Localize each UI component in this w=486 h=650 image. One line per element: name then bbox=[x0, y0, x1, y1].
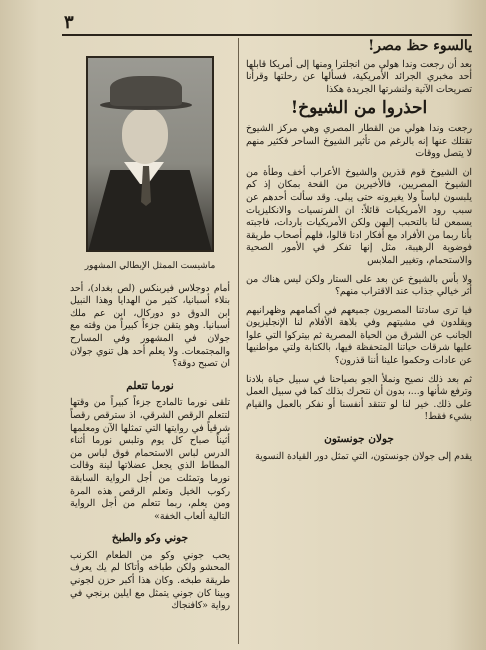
column-divider bbox=[238, 38, 239, 644]
article-headline: يالسوء حظ مصر! bbox=[368, 38, 472, 54]
right-column bbox=[246, 40, 472, 469]
left-intro-paragraph: أمام دوجلاس فيربنكس (لص بغداد)، أحد بنلاء أسبانيا، كثير من الهدايا وهذا النبيل ابن الدوق دو دوركال، ابن عم ملك أسبانيا. وهو يتقن جزءاً كبيراً من وقته مع جولان في المشهور وفي المسارح والمجتمعات. ولا يعلم أحد هل تنوي جولان ان تصبح دوقة؟ bbox=[70, 282, 230, 370]
photo-caption: ماشيست الممثل الإيطالي المشهور bbox=[84, 261, 216, 271]
section-heading-norma: نورما تتعلم bbox=[126, 379, 174, 392]
article-paragraph: ثم بعد ذلك نصيح ونملأ الجو بصياحنا في سبيل حياة بلادنا وترفع شأنها و...، بدون أن نتحرك بذلك كما في سبيل العمل على ذلك. خير لنا لو تنتقد أنفسنا أو نفكر بالعمل والقيام بشيء فقط! bbox=[246, 373, 472, 423]
main-headline: احذروا من الشيوخ! bbox=[290, 98, 428, 119]
page-number: ٣ bbox=[64, 12, 74, 33]
section-heading-golan: جولان جونستون bbox=[324, 433, 394, 446]
section-heading-cooking: جوني وكو والطبخ bbox=[111, 532, 189, 545]
actor-photo bbox=[86, 56, 214, 252]
section-paragraph-cooking: يحب جوني وكو من الطعام الكرنب المحشو ولكن طباخه وأتاكا لم يك يعرف طريقة طبخه. وكان هذا أكبر حزن لجوني وبينا كان جوني يتمثل مع ايلين برنجي في رواية «كافنجاك bbox=[70, 549, 230, 612]
header-rule bbox=[62, 34, 472, 36]
left-column bbox=[70, 42, 230, 619]
section-paragraph-golan: يقدم إلى جولان جونستون، التي تمثل دور القيادة النسوية bbox=[255, 450, 472, 462]
article-paragraph: ولا بأس بالشيوخ عن بعد على الستار ولكن ليس هناك من أثر خيالي جذاب عند الاقتراب منهم؟ bbox=[246, 273, 472, 298]
article-intro-paragraph: بعد أن رجعت وندا هولي من انجلترا ومنها إلى أمريكا قابلها أحد مخبري الجرائد الأمريكية، فسألها عن رحلتها وقرأنا تصريحات الآتية ولنشرتها الجريدة هكذا bbox=[246, 58, 472, 95]
article-paragraph: رجعت وندا هولي من القطار المصري وهي مركز الشيوخ تقتلك عنها إنه بالرغم من تأثير الشيوخ الساحر فكثير منهم لا يتصل ووقات bbox=[246, 122, 472, 160]
article-paragraph: ان الشيوخ قوم قذرين والشيوخ الأعراب أخف وطأة من الشيوخ المصريين، فالأخيرين من القحة بمكان إذ كم يلبسون لباساً ولا يغيرونه حتى يبلى. وقد سألت أحدهم عن سبب رود الأمريكيات قائلاً: ان الفرنسيات والانكليزيات يسمعن لنا بالتحبب إليهن ولكن الأمريكيات باردات، فاجبته بأنا ربما من الأفراد مع أفكار ادنا قالوا، فلهم أصحاب طريقة فوضوية الرهيبة، مثل إنها تفكر في الأمور الصحية والاستحمام، وتغيير الملابس bbox=[246, 166, 472, 266]
section-paragraph-norma: تلقى نورما تالمادج جزءاً كبيراً من وقتها لتتعلم الرقص الشرقي، اذ سترقص رقصاً شرقياً في روايتها التي تمثلها الآن ومعلمها أثيناً صباح كل يوم وتلبس نورما أثناء الدرس لباس الاستحمام فوق لباس من المطاط الذي يجعل عضلاتها لينة وقالت نورما وتمثلت من أجل الرواية السابقة ركوب الخيل وتعلم الرقص هذه المرة ومن يعلم، ربما تتعلم من أجل الرواية التالية ألعاب الخفة» bbox=[70, 397, 230, 522]
article-paragraph: فيا ترى سادتنا المصريون جميعهم في أكمامهم وظهرانيهم ويقلدون في مشيتهم وفي بلاهة الأفلام لنا الإنجليزيون الجانب عن الشرق من الحياة المصرية ثم بيتركوا التي علوا عليها شرقات حياتنا المتحفظة فيها، بالكتابة ولتي مواطنيها عن عادات وحكموا علينا أننا قذرون؟ bbox=[246, 304, 472, 367]
